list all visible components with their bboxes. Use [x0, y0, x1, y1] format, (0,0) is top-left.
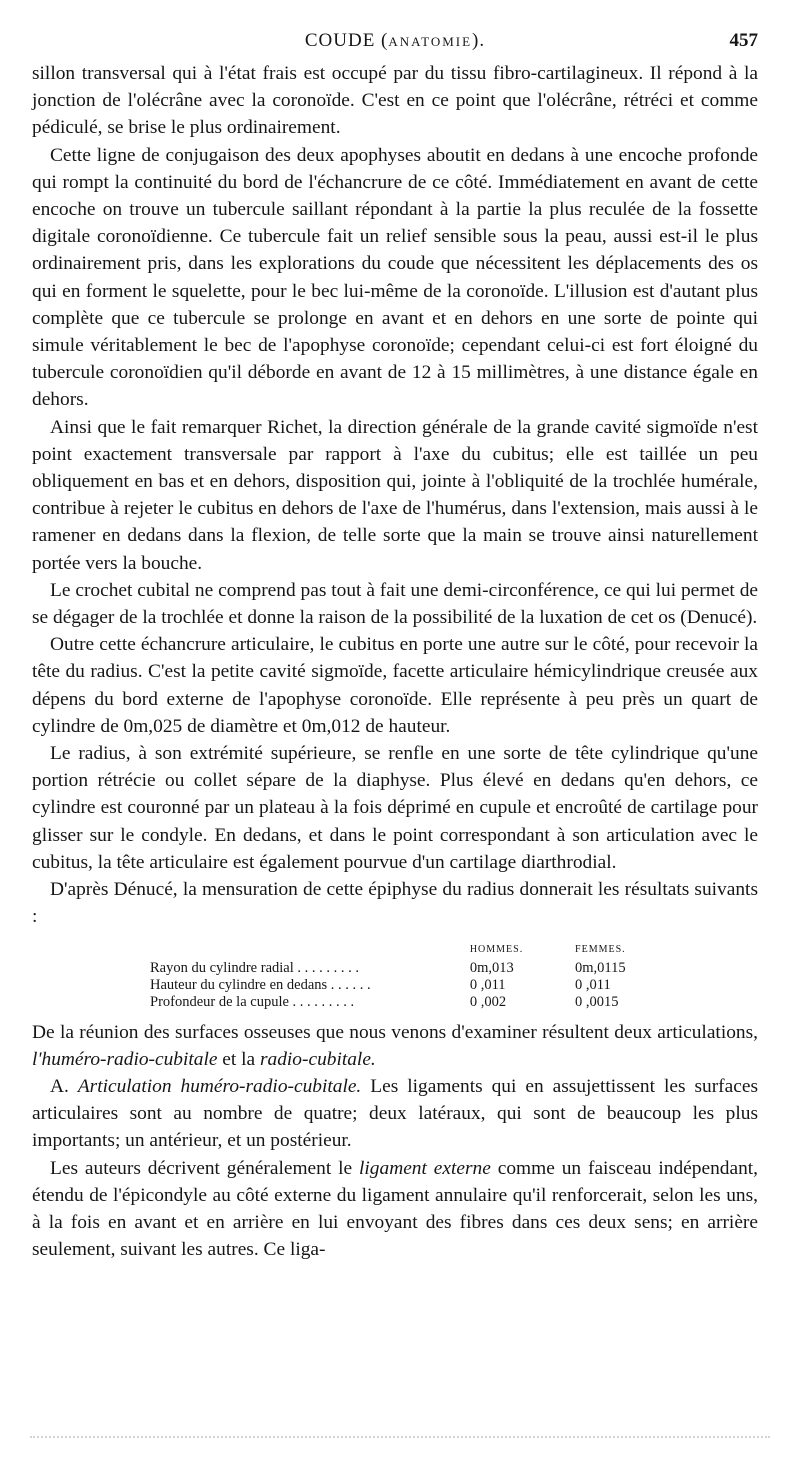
text-run: Les ligaments qui en assujettissent les surfaces articulaires sont au nombre de quatre; deux latéraux, qui sont de beaucoup les plus importants; un antérieur, et un postérieur.	[32, 1075, 758, 1152]
section-a-heading-paragraph	[32, 1073, 758, 1155]
text-run: De la réunion des surfaces osseuses que nous venons d'examiner résultent deux articulations,	[32, 1021, 758, 1043]
table-row	[150, 994, 670, 1011]
table-header-row	[150, 941, 670, 960]
paragraph-articulations	[32, 1019, 758, 1073]
page-number: 457	[729, 30, 758, 51]
text-run: comme un faisceau indépendant, étendu de l'épicondyle au côté externe du ligament annulaire qu'il renforcerait, selon les uns, à la fois en avant et en arrière en lui envoyant des fibres dans ces deux sens; en arrière seulement, suivant les autres. Ce liga-	[32, 1157, 759, 1261]
title-close: ).	[472, 30, 486, 51]
value-men: 0 ,011	[469, 976, 506, 993]
running-header	[32, 30, 758, 54]
value-men: 0 ,002	[469, 993, 507, 1010]
italic-term: ligament externe	[359, 1157, 491, 1179]
table-header-blank	[150, 941, 460, 960]
value-women: 0m,0115	[575, 959, 626, 976]
section-marker: A.	[50, 1075, 78, 1097]
paragraph: sillon transversal qui à l'état frais est occupé par du tissu fibro-cartilagineux. Il répond à la jonction de l'olécrâne avec la coronoïde. C'est en ce point que l'olécrâne, rétréci et comme pédiculé, se brise le plus ordinairement.	[32, 63, 758, 139]
column-header-women: FEMMES.	[575, 943, 626, 955]
title-subject: ANATOMIE	[388, 34, 473, 49]
value-women: 0 ,0015	[575, 993, 619, 1010]
value-men: 0m,013	[469, 959, 514, 976]
page-bottom-specks	[30, 1436, 770, 1442]
running-title	[32, 30, 758, 52]
table-row	[150, 977, 670, 994]
paragraph: Outre cette échancrure articulaire, le cubitus en porte une autre sur le côté, pour recevoir la tête du radius. C'est la petite cavité sigmoïde, facette articulaire hémicylindrique creusée aux dépens du bord externe de l'apophyse coronoïde. Elle représente à peu près un quart de cylindre de 0m,025 de diamètre et 0m,012 de hauteur.	[32, 634, 758, 737]
paragraph: Le crochet cubital ne comprend pas tout à fait une demi-circonférence, ce qui lui permet de se dégager de la trochlée et donne la raison de la possibilité de la luxation de cet os (Denucé).	[32, 579, 758, 629]
text-run: Les auteurs décrivent généralement le	[50, 1157, 360, 1179]
italic-term: radio-cubitale.	[259, 1048, 376, 1070]
text-run: et la	[217, 1048, 260, 1070]
paragraph: Cette ligne de conjugaison des deux apophyses aboutit en dedans à une encoche profonde qui rompt la continuité du bord de l'échancrure de ce côté. Immédiatement en avant de cette encoche on trouve un tubercule saillant répondant à la partie la plus reculée de la fossette digitale coronoïdienne. Ce tubercule fait un relief sensible sous la peau, aussi est-il le plus ordinairement pris, dans les explorations du coude que nécessitent les déplacements des os qui en forment le squelette, pour le bec lui-même de la coronoïde. L'illusion est d'autant plus complète que ce tubercule se prolonge en avant et en dehors en une sorte de pointe qui simule véritablement le bec de l'apophyse coronoïde; cependant celui-ci est fort éloigné du tubercule coronoïdien qu'il déborde en avant de 12 à 15 millimètres, à une distance égale en dehors.	[32, 144, 758, 411]
paragraph: Ainsi que le fait remarquer Richet, la direction générale de la grande cavité sigmoïde n'est point exactement transversale par rapport à l'axe du cubitus; elle est taillée un peu obliquement en bas et en dehors, disposition qui, jointe à l'obliquité de la trochlée humérale, contribue à rejeter le cubitus en dehors de l'axe de l'humérus, dans l'extension, mais aussi à le ramener en dedans dans la flexion, de telle sorte que la main se trouve ainsi naturellement portée vers la bouche.	[32, 416, 758, 574]
row-label: Rayon du cylindre radial . . . . . . . . .	[150, 959, 359, 976]
paragraph: Le radius, à son extrémité supérieure, se renfle en une sorte de tête cylindrique qu'une portion rétrécie ou collet sépare de la diaphyse. Plus élevé en dedans qu'en dehors, ce cylindre est couronné par un plateau à la fois déprimé en cupule et encroûté de cartilage pour glisser sur le condyle. En dedans, et dans le point correspondant à son articulation avec le cubitus, la tête articulaire est également pourvue d'un cartilage diarthrodial.	[32, 743, 758, 873]
column-header-men: HOMMES.	[469, 943, 524, 955]
paragraph: D'après Dénucé, la mensuration de cette épiphyse du radius donnerait les résultats suivants :	[32, 879, 758, 928]
value-women: 0 ,011	[575, 976, 611, 993]
text-body	[32, 60, 758, 1263]
section-title: Articulation huméro-radio-cubitale.	[77, 1075, 362, 1097]
table-row	[150, 960, 670, 977]
paragraph-ligament-externe	[32, 1155, 758, 1264]
measurement-table	[150, 941, 670, 1011]
row-label: Profondeur de la cupule . . . . . . . . .	[150, 993, 355, 1010]
row-label: Hauteur du cylindre en dedans . . . . . .	[150, 976, 371, 993]
title-main: COUDE (	[304, 30, 389, 51]
italic-term: l'huméro-radio-cubitale	[32, 1048, 218, 1070]
